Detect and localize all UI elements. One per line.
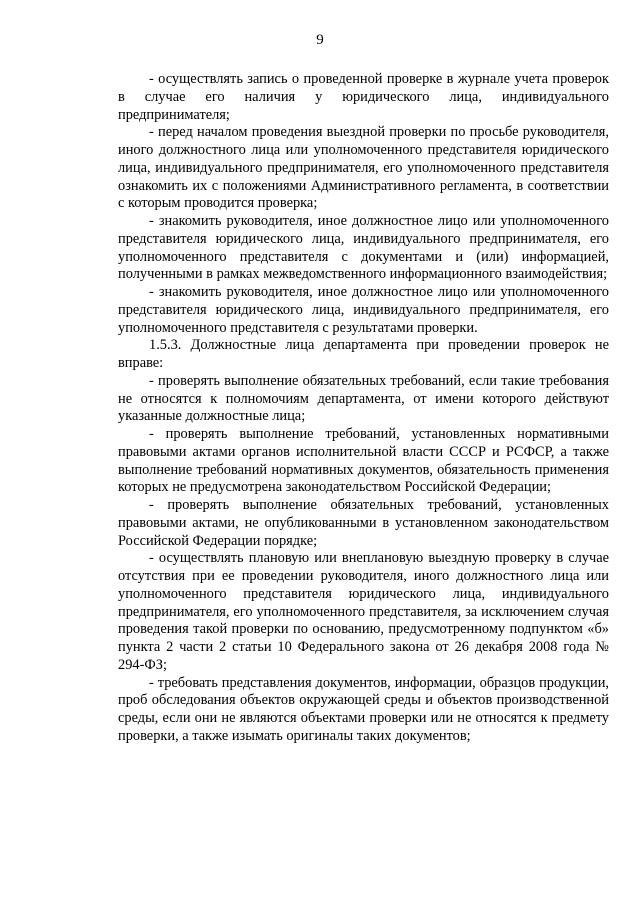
page-number: 9: [316, 32, 324, 48]
paragraph-acquaint-regulation: - перед началом проведения выездной проверки по просьбе руководителя, иного должностного лица или уполномоченного представителя юридического лица, индивидуального предпринимателя, его уполномоченного представителя ознакомить их с положениями Административного регламента, в соответствии с которым проводится проверка;: [118, 124, 609, 212]
paragraph-record-inspection: - осуществлять запись о проведенной проверке в журнале учета проверок в случае его наличия у юридического лица, индивидуального предпринимателя;: [118, 71, 609, 123]
paragraph-ussr-rsfsr-acts: - проверять выполнение требований, установленных нормативными правовыми актами органов исполнительной власти СССР и РСФСР, а также выполнение требований нормативных документов, обязательность применения которых не предусмотрена законодательством Российской Федерации;: [118, 426, 609, 496]
paragraph-acquaint-documents: - знакомить руководителя, иное должностное лицо или уполномоченного представителя юридического лица, индивидуального предпринимателя, его уполномоченного представителя с документами и (или) информацией, полученными в рамках межведомственного информационного взаимодействия;: [118, 213, 609, 283]
paragraph-absence-of-representative: - осуществлять плановую или внеплановую выездную проверку в случае отсутствия при ее проведении руководителя, иного должностного лица или уполномоченного представителя юридического лица, индивидуального предпринимателя, его уполномоченного представителя, за исключением случая проведения такой проверки по основанию, предусмотренному подпунктом «б» пункта 2 части 2 статьи 10 Федерального закона от 26 декабря 2008 года № 294-ФЗ;: [118, 550, 609, 673]
section-heading-1-5-3: 1.5.3. Должностные лица департамента при проведении проверок не вправе:: [118, 337, 609, 371]
paragraph-not-within-powers: - проверять выполнение обязательных требований, если такие требования не относятся к полномочиям департамента, от имени которого действуют указанные должностные лица;: [118, 372, 609, 425]
paragraph-acquaint-results: - знакомить руководителя, иное должностное лицо или уполномоченного представителя юридического лица, индивидуального предпринимателя, его уполномоченного представителя с результатами проверки.: [118, 284, 609, 336]
paragraph-unpublished-acts: - проверять выполнение обязательных требований, установленных правовыми актами, не опубликованными в установленном законодательством Российской Федерации порядке;: [118, 497, 609, 549]
document-body: [118, 71, 609, 746]
paragraph-demand-documents: - требовать представления документов, информации, образцов продукции, проб обследования объектов окружающей среды и объектов производственной среды, если они не являются объектами проверки или не относятся к предмету проверки, а также изымать оригиналы таких документов;: [118, 674, 609, 744]
